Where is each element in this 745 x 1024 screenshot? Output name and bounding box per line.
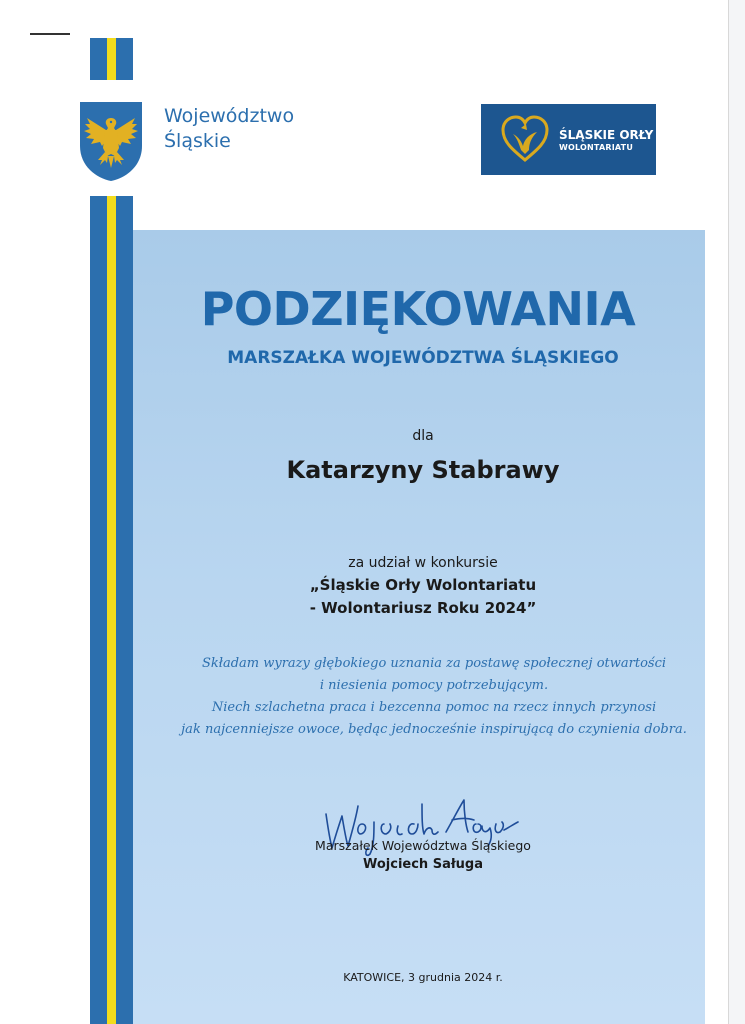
signatory-role: Marszałek Województwa Śląskiego [315,838,531,853]
heart-eagle-logo-icon [499,114,551,164]
volunteer-logo [481,104,656,175]
message-line: Składam wyrazy głębokiego uznania za postawę społecznej otwartości [201,656,667,671]
signatory-name: Wojciech Saługa [362,857,484,872]
voivodeship-name [164,104,294,154]
message-line: jak najcenniejsze owoce, będąc jednocześnie inspirującą do czynienia dobra. [181,722,687,737]
message-line: Niech szlachetna praca i bezcenna pomoc na rzecz innych przynosi [211,700,657,715]
silesian-eagle-crest-icon [78,100,144,182]
for-label: dla [412,428,434,444]
certificate-title: PODZIĘKOWANIA [200,282,636,336]
certificate-subtitle: MARSZAŁKA WOJEWÓDZTWA ŚLĄSKIEGO [227,348,619,368]
scan-mark [30,33,70,35]
message-line: i niesienia pomocy potrzebującym. [319,678,549,693]
recipient-name: Katarzyny Stabrawy [286,456,560,484]
voivodeship-line2: Śląskie [164,130,231,152]
reason-intro: za udział w konkursie [348,555,498,571]
logo-text-line1: ŚLĄSKIE ORŁY [559,128,654,142]
place-and-date: KATOWICE, 3 grudnia 2024 r. [343,971,503,984]
logo-text-line2: WOLONTARIATU [559,143,634,152]
voivodeship-line1: Województwo [164,105,295,127]
message-text [160,653,708,741]
contest-name [108,574,738,620]
contest-line2: - Wolontariusz Roku 2024” [309,599,537,617]
contest-line1: „Śląskie Orły Wolontariatu [309,576,537,594]
yellow-stripe-top [107,38,116,80]
